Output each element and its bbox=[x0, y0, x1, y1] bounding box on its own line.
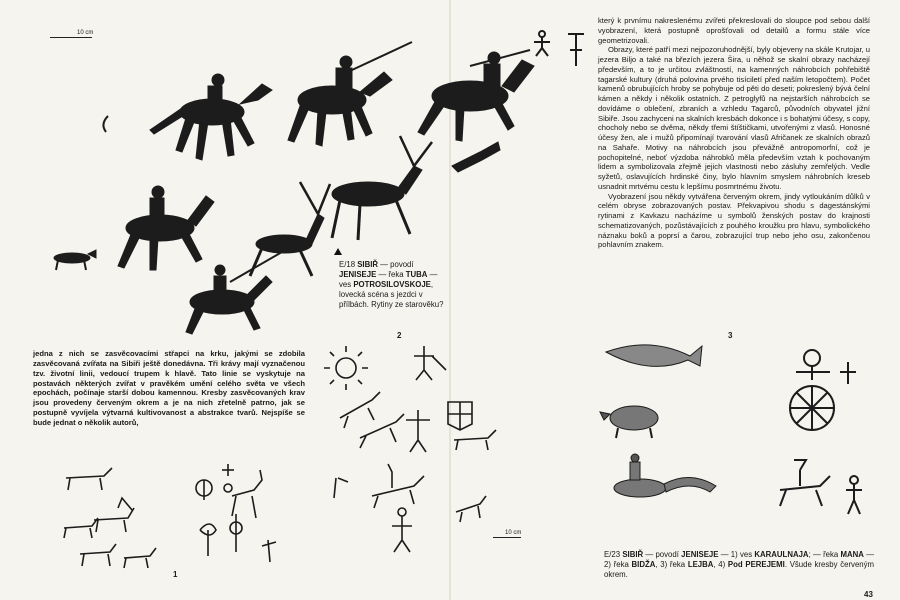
rider-figure bbox=[780, 460, 830, 506]
human-figure bbox=[846, 476, 862, 514]
paragraph: Obrazy, které patří mezi nejpozoruhodnější, byly objeveny na skále Krutojar, u jezera Biljo a také na březích jezera Šira, u něhož se skalní obrazy nacházejí především, a to je určitou zvláštností, na kamenných náhrobcích pohřebiště tagarské kultury (druhá polovina prvého tisíciletí před naším letopočtem). Počet kamenů obrubujících hroby se pohybuje od pěti do deseti; pokreslený bývá čelní kámen a někdy i několik ostatních. Z petroglyfů na nejstarších náhrobcích se dovídáme o oblečení, zbraních a vzhledu Tagarců, původních obyvatel jižní Sibiře. Jsou zachyceni na skalních kresbách dokonce i s bohatými účesy, s copy, chocholy nebo se dvěma, někdy třemi štíštičkami, utvořenými z vlasů. Honosné účesy žen, ale i mužů připomínají tvarování vlasů Afričanek ze skalních obrazů na Sahaře. Motivy na náhrobcích jsou převážně antropomorfní, což je pochopitelné, neboť výzdoba náhrobků měla především vztah k pochovaným lidem a symbolizovala zřejmě jejich vlastnosti nebo zásluhy zemřelých. Vedle syžetů, oslavujících hrdinské činy, bylo hlavním smyslem náhrobních kreseb usnadnit mrtvému cestu k lepšímu posmrtnému životu. bbox=[598, 45, 870, 191]
scale-label: 10 cm bbox=[505, 530, 522, 536]
paragraph: Vyobrazení jsou někdy vytvářena červeným okrem, jindy vytloukáním důlků v celém obryse zobrazovaných postav. Překvapivou shodu s dagestánskými rytinami z Kavkazu nacházíme u symbolů ženských postav do krajnosti schematizovaných, pozůstávajících z pouhého kroužku pro hlavu, symbolického náznaku boků a poprsí a čarou, zobrazující trup nebo jeho osu, zakončenou pohlavním znakem. bbox=[598, 191, 870, 250]
scale-label: 10 cm bbox=[77, 30, 94, 36]
figure-number-3: 3 bbox=[728, 331, 733, 340]
sun-human-figure bbox=[790, 350, 856, 430]
fish-figure bbox=[606, 345, 702, 367]
figure-number-2: 2 bbox=[397, 331, 402, 340]
paragraph: který k prvnímu nakreslenému zvířeti překreslovali do sloupce pod sebou další vyobrazení, která postupně oprošťovali od detailů a formu stále více geometrizovali. bbox=[598, 16, 870, 45]
article-text-left: jedna z nich se zasvěcovacími střapci na krku, jakými se zdobila zasvěcovaná zvířata na Sibiři ještě donedávna. Tři krávy mají vyznačenou tzv. životní linii, vedoucí trupem k hlavě. Tato linie se vyskytuje na postavách některých zvířat v pravěkém umění celého světa ve všech epochách, počínaje starší dobou kamennou. Kresby zasvěcovaných krav jsou provedeny červeným okrem a je na nich zřetelně patrno, jak se postupně vyvíjela výtvarná kultivovanost a abstrakce tvarů. Nejspíše se bude jednat o několik autorů, bbox=[33, 349, 305, 427]
bear-figure bbox=[600, 406, 658, 438]
page-number: 43 bbox=[864, 590, 873, 599]
caption-e23: E/23 SIBIŘ — povodí JENISEJE — 1) ves KARAULNAJA; — řeka MANA — 2) řeka BIDŽA, 3) řeka LEJBA, 4) Pod PEREJEMI. Všude kresby červeným okrem. bbox=[604, 550, 875, 579]
rider-figure bbox=[614, 454, 716, 497]
figure-number-1: 1 bbox=[173, 570, 178, 579]
caption-e18: E/18 SIBIŘ — povodí JENISEJE — řeka TUBA — ves POTROSILOVSKOJE, lovecká scéna s jezdci v přílbách. Rytiny ze starověku? bbox=[339, 260, 444, 309]
